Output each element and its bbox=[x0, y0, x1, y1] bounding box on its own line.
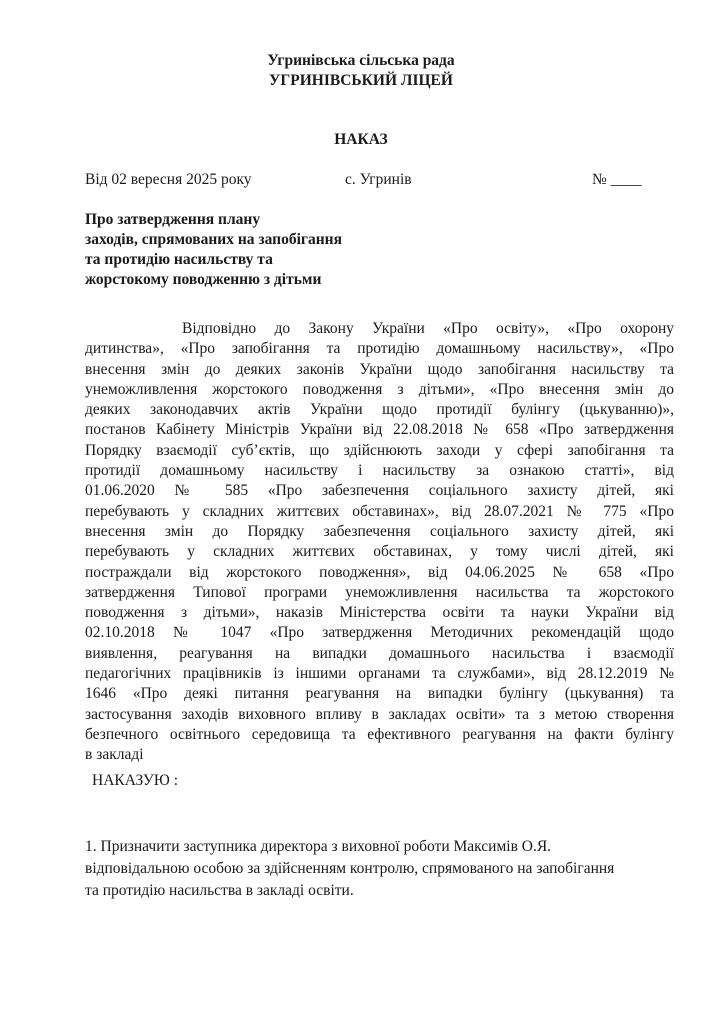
body-line: педагогічних працівників із іншими органами та службами», від 28.12.2019 № bbox=[85, 665, 674, 683]
body-line: 01.06.2020 № 585 «Про забезпечення соціального захисту дітей, які bbox=[85, 482, 674, 500]
body-line: перебувають у складних життєвих обставинах», від 28.07.2021 № 775 «Про bbox=[85, 502, 674, 520]
order-number: № ____ bbox=[592, 171, 642, 188]
item-line: та протидію насильства в закладі освіти. bbox=[85, 882, 354, 899]
body-line: застосування заходів виховного впливу в закладах освіти» та з метою створення bbox=[85, 705, 674, 723]
item-line: 1. Призначити заступника директора з виховної роботи Максимів О.Я. bbox=[85, 838, 552, 855]
body-line: виявлення, реагування на випадки домашнього насильства і взаємодії bbox=[85, 644, 674, 662]
body-line: Відповідно до Закону України «Про освіту», «Про охорону bbox=[182, 320, 674, 337]
preamble-paragraph bbox=[85, 319, 674, 766]
order-subject bbox=[85, 210, 342, 290]
body-line: безпечного освітнього середовища та ефективного реагування на факти булінгу bbox=[85, 725, 674, 743]
body-line: перебувають у складних життєвих обставинах, у тому числі дітей, які bbox=[85, 543, 674, 561]
document-title: НАКАЗ bbox=[334, 131, 388, 148]
body-line: протидії домашньому насильству і насильству за ознакою статті», від bbox=[85, 462, 674, 480]
order-date: Від 02 вересня 2025 року bbox=[85, 171, 252, 188]
school-name: УГРИНІВСЬКИЙ ЛІЦЕЙ bbox=[269, 72, 453, 89]
item-line: відповідальною особою за здійсненням контролю, спрямованого на запобігання bbox=[85, 860, 615, 877]
body-line: Порядку взаємодії суб’єктів, що здійснюють заходи у сфері запобігання та bbox=[85, 441, 674, 459]
body-line: затвердження Типової програми унеможливлення насильства та жорстокого bbox=[85, 583, 674, 601]
body-line: поводження з дітьми», наказів Міністерства освіти та науки України від bbox=[85, 604, 674, 622]
subject-line: заходів, спрямованих на запобігання bbox=[85, 231, 342, 248]
body-line: 02.10.2018 № 1047 «Про затвердження Методичних рекомендацій щодо bbox=[85, 624, 674, 642]
body-line: постраждали від жорстокого поводження», від 04.06.2025 № 658 «Про bbox=[85, 563, 674, 581]
body-line: внесення змін до деяких законів України щодо запобігання насильству та bbox=[85, 360, 674, 378]
body-line: унеможливлення жорстокого поводження з дітьми», «Про внесення змін до bbox=[85, 380, 674, 398]
body-line: деяких законодавчих актів України щодо протидії булінгу (цькуванню)», bbox=[85, 401, 674, 419]
order-heading: НАКАЗУЮ : bbox=[92, 772, 178, 789]
body-line: постанов Кабінету Міністрів України від 22.08.2018 № 658 «Про затвердження bbox=[85, 421, 674, 439]
body-line: в закладі bbox=[85, 746, 144, 764]
body-line: внесення змін до Порядку забезпечення соціального захисту дітей, які bbox=[85, 522, 674, 540]
order-item-1 bbox=[85, 836, 685, 902]
council-name: Угринівська сільська рада bbox=[267, 52, 455, 69]
order-place: с. Угринів bbox=[345, 171, 412, 188]
body-line: дитинства», «Про запобігання та протидію домашньому насильству», «Про bbox=[85, 340, 674, 358]
subject-line: жорстокому поводженню з дітьми bbox=[85, 271, 322, 288]
subject-line: Про затвердження плану bbox=[85, 211, 261, 228]
subject-line: та протидію насильству та bbox=[85, 251, 273, 268]
body-line: 1646 «Про деякі питання реагування на випадки булінгу (цькування) та bbox=[85, 685, 674, 703]
